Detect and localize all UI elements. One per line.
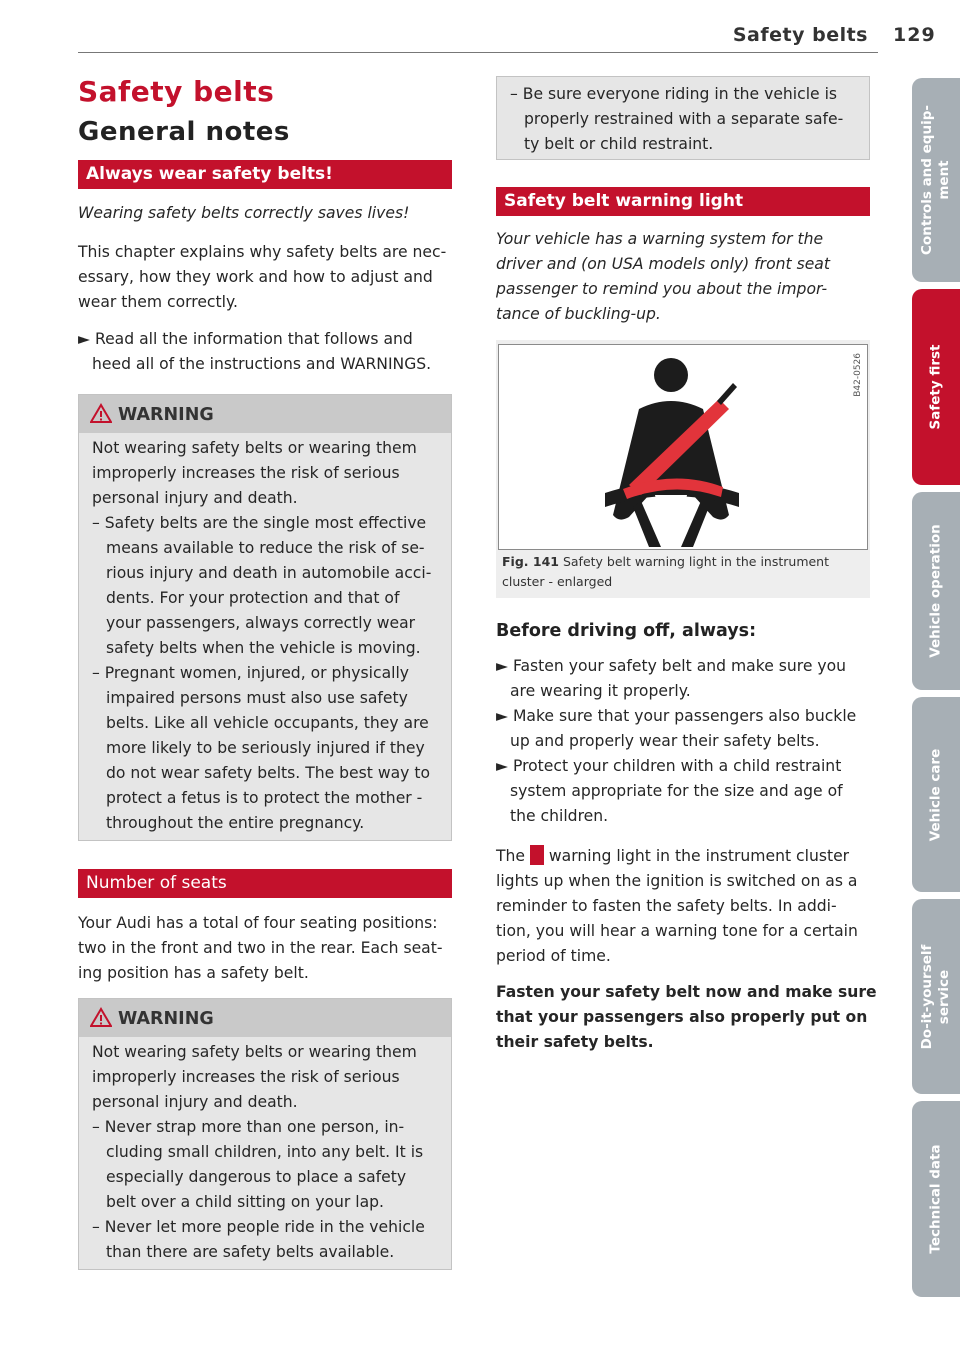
figure-caption: Fig. 141 Safety belt warning light in the instrument cluster - enlarged bbox=[502, 554, 830, 589]
seatbelt-warning-light-icon bbox=[530, 845, 544, 865]
tab-vehicle-operation[interactable]: Vehicle operation bbox=[912, 492, 960, 690]
before-driving-heading: Before driving off, always: bbox=[496, 621, 757, 641]
warning-box-1 bbox=[78, 394, 452, 841]
section-heading-general-notes: General notes bbox=[78, 117, 290, 147]
warning-continuation: – Be sure everyone riding in the vehicle is properly restrained with a separate safe- ty belt or child restraint. bbox=[496, 76, 870, 160]
chapter-description: This chapter explains why safety belts are nec- essary, how they work and how to adjust and wear them correctly. bbox=[78, 243, 447, 311]
warning-triangle-icon bbox=[90, 403, 112, 423]
running-header-title: Safety belts bbox=[732, 24, 868, 46]
header-rule bbox=[78, 52, 878, 53]
figure-image bbox=[498, 344, 868, 550]
tab-safety-first[interactable]: Safety first bbox=[912, 289, 960, 485]
seats-description: Your Audi has a total of four seating positions: two in the front and two in the rear. Each seat- ing position has a safety belt. bbox=[78, 914, 443, 982]
section-bar-warning-light: Safety belt warning light bbox=[496, 187, 870, 216]
warning-header bbox=[79, 395, 451, 433]
intro-text: Wearing safety belts correctly saves lives! bbox=[78, 204, 410, 222]
before-driving-list: ► Fasten your safety belt and make sure you are wearing it properly. ► Make sure that your passengers also buckle up and properly wear their safety belts. ► Protect your children with a child restraint system appropriate for the size and age of the children. bbox=[496, 657, 857, 825]
tab-technical-data[interactable]: Technical data bbox=[912, 1101, 960, 1297]
figure-code: B42-0526 bbox=[853, 353, 863, 397]
closing-statement: Fasten your safety belt now and make sure that your passengers also properly put on their safety belts. bbox=[496, 983, 877, 1051]
warning-body: Not wearing safety belts or wearing them improperly increases the risk of serious personal injury and death. – Never strap more than one person, in- cluding small children, into any belt. It is especially dangerous to place a safety belt over a child sitting on your lap. – Never let more people ride in the vehicle than there are safety belts available. bbox=[92, 1043, 425, 1261]
seatbelt-warning-icon bbox=[499, 345, 867, 549]
page-number: 129 bbox=[893, 24, 936, 46]
warning-box-2 bbox=[78, 998, 452, 1270]
page-title: Safety belts bbox=[78, 75, 275, 108]
warning-light-intro: Your vehicle has a warning system for the driver and (on USA models only) front seat passenger to remind you about the impor- tance of buckling-up. bbox=[496, 230, 830, 323]
figure-141 bbox=[496, 340, 870, 598]
warning-light-description: The warning light in the instrument cluster lights up when the ignition is switched on as a reminder to fasten the safety belts. In addi- tion, you will hear a warning tone for a certain period of time. bbox=[496, 847, 858, 965]
tab-vehicle-care[interactable]: Vehicle care bbox=[912, 697, 960, 892]
tab-do-it-yourself-service[interactable]: Do-it-yourself service bbox=[912, 899, 960, 1094]
warning-label: WARNING bbox=[118, 1009, 214, 1029]
warning-body: Not wearing safety belts or wearing them improperly increases the risk of serious personal injury and death. – Safety belts are the single most effective means available to reduce the risk of se- rious injury and death in automobile acci- dents. For your protection and that of your passengers, always correctly wear safety belts when the vehicle is moving. – Pregnant women, injured, or physically impaired persons must also use safety belts. Like all vehicle occupants, they are more likely to be seriously injured if they do not wear safety belts. The best way to protect a fetus is to protect the mother - throughout the entire pregnancy. bbox=[92, 439, 432, 832]
tab-controls-and-equipment[interactable]: Controls and equip- ment bbox=[912, 78, 960, 282]
warning-label: WARNING bbox=[118, 405, 214, 425]
warning-header bbox=[79, 999, 451, 1037]
warning-triangle-icon bbox=[90, 1007, 112, 1027]
section-bar-always-wear: Always wear safety belts! bbox=[78, 160, 452, 189]
section-bar-number-of-seats: Number of seats bbox=[78, 869, 452, 898]
read-instructions-bullet: ► Read all the information that follows and heed all of the instructions and WARNINGS. bbox=[78, 330, 432, 373]
